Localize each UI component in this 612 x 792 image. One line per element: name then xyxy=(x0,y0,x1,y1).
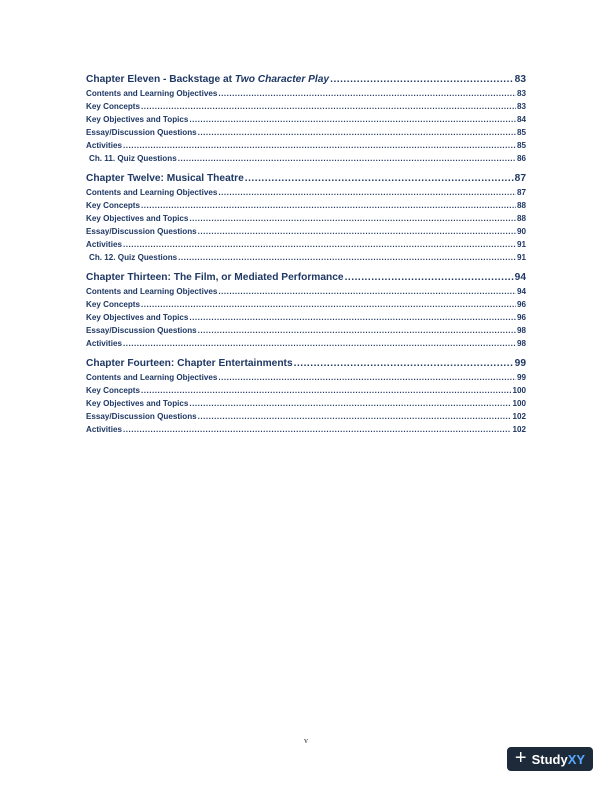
toc-entry-link[interactable] xyxy=(86,126,526,139)
dot-leader xyxy=(141,384,512,397)
toc-entry-page: 91 xyxy=(516,253,526,262)
dot-leader xyxy=(189,397,511,410)
toc-entry-label: Key Concepts xyxy=(86,201,140,210)
brand-name: StudyXY xyxy=(531,751,586,767)
dot-leader xyxy=(141,199,516,212)
toc-entry-page: 100 xyxy=(512,399,526,408)
toc-entry-label: Key Objectives and Topics xyxy=(86,313,189,322)
dot-leader xyxy=(189,311,516,324)
dot-leader xyxy=(141,100,516,113)
dot-leader xyxy=(218,371,516,384)
toc-entry-page: 83 xyxy=(516,89,526,98)
chapter-section xyxy=(86,171,526,264)
toc-entry-label: Ch. 11. Quiz Questions xyxy=(89,154,177,163)
toc-entry-label: Ch. 12. Quiz Questions xyxy=(89,253,178,262)
dot-leader xyxy=(141,298,516,311)
toc-entry-label: Essay/Discussion Questions xyxy=(86,227,197,236)
toc-entry-page: 98 xyxy=(516,339,526,348)
chapter-heading-link[interactable] xyxy=(86,356,526,371)
chapter-title: Chapter Eleven - Backstage at Two Character Play xyxy=(86,74,330,85)
dot-leader xyxy=(123,423,511,436)
chapter-title: Chapter Twelve: Musical Theatre xyxy=(86,173,244,184)
toc-entry-label: Key Concepts xyxy=(86,300,140,309)
toc-entry-label: Key Concepts xyxy=(86,102,140,111)
dot-leader xyxy=(189,113,516,126)
toc-entry-label: Essay/Discussion Questions xyxy=(86,326,197,335)
toc-entry-link[interactable] xyxy=(86,285,526,298)
toc-entry-link[interactable] xyxy=(86,186,526,199)
toc-entry-label: Contents and Learning Objectives xyxy=(86,287,218,296)
chapter-page-number: 83 xyxy=(514,74,526,85)
toc-entry-page: 85 xyxy=(516,128,526,137)
toc-entry-link[interactable] xyxy=(86,139,526,152)
toc-entry-label: Key Objectives and Topics xyxy=(86,399,189,408)
toc-entry-link[interactable] xyxy=(86,311,526,324)
toc-entry-link[interactable] xyxy=(86,113,526,126)
toc-entry-label: Activities xyxy=(86,240,122,249)
toc-entry-link[interactable] xyxy=(86,371,526,384)
toc-entry-link[interactable] xyxy=(86,298,526,311)
dot-leader xyxy=(198,410,512,423)
chapter-section xyxy=(86,72,526,165)
toc-entry-link[interactable] xyxy=(86,423,526,436)
toc-entry-page: 83 xyxy=(516,102,526,111)
chapter-heading-link[interactable] xyxy=(86,270,526,285)
toc-entry-page: 96 xyxy=(516,313,526,322)
toc-entry-label: Key Objectives and Topics xyxy=(86,214,189,223)
toc-entry-link[interactable] xyxy=(86,238,526,251)
toc-entry-label: Essay/Discussion Questions xyxy=(86,412,197,421)
plus-icon: + xyxy=(514,747,527,769)
toc-entry-page: 102 xyxy=(512,425,526,434)
toc-entry-page: 88 xyxy=(516,214,526,223)
toc-entry-link[interactable] xyxy=(86,152,526,165)
toc-entry-link[interactable] xyxy=(86,199,526,212)
toc-entry-link[interactable] xyxy=(86,384,526,397)
toc-entry-page: 85 xyxy=(516,141,526,150)
dot-leader xyxy=(218,285,516,298)
dot-leader xyxy=(123,337,516,350)
dot-leader xyxy=(123,139,516,152)
toc-entry-page: 94 xyxy=(516,287,526,296)
toc-entry-page: 96 xyxy=(516,300,526,309)
dot-leader xyxy=(198,324,516,337)
dot-leader xyxy=(294,356,514,371)
chapter-page-number: 99 xyxy=(514,358,526,369)
toc-entry-link[interactable] xyxy=(86,212,526,225)
toc-entry-link[interactable] xyxy=(86,324,526,337)
dot-leader xyxy=(218,186,516,199)
toc-entry-page: 102 xyxy=(512,412,526,421)
toc-entry-label: Activities xyxy=(86,141,122,150)
chapter-heading-link[interactable] xyxy=(86,72,526,87)
dot-leader xyxy=(245,171,514,186)
dot-leader xyxy=(123,238,516,251)
toc-entry-link[interactable] xyxy=(86,337,526,350)
toc-entry-link[interactable] xyxy=(86,410,526,423)
chapter-page-number: 87 xyxy=(514,173,526,184)
toc-entry-page: 86 xyxy=(516,154,526,163)
dot-leader xyxy=(198,126,516,139)
dot-leader xyxy=(218,87,516,100)
table-of-contents xyxy=(86,72,526,442)
toc-entry-label: Contents and Learning Objectives xyxy=(86,89,218,98)
chapter-page-number: 94 xyxy=(514,272,526,283)
chapter-section xyxy=(86,270,526,350)
dot-leader xyxy=(189,212,516,225)
toc-entry-page: 99 xyxy=(516,373,526,382)
dot-leader xyxy=(198,225,516,238)
studyxy-badge[interactable] xyxy=(507,747,593,771)
toc-entry-page: 84 xyxy=(516,115,526,124)
chapter-heading-link[interactable] xyxy=(86,171,526,186)
toc-entry-label: Contents and Learning Objectives xyxy=(86,188,218,197)
toc-entry-page: 98 xyxy=(516,326,526,335)
toc-entry-link[interactable] xyxy=(86,87,526,100)
toc-entry-page: 88 xyxy=(516,201,526,210)
chapter-section xyxy=(86,356,526,436)
toc-entry-link[interactable] xyxy=(86,397,526,410)
toc-entry-label: Activities xyxy=(86,339,122,348)
toc-entry-link[interactable] xyxy=(86,225,526,238)
chapter-title: Chapter Fourteen: Chapter Entertainments xyxy=(86,358,293,369)
page-number: v xyxy=(304,736,308,745)
dot-leader xyxy=(178,251,516,264)
toc-entry-link[interactable] xyxy=(86,100,526,113)
toc-entry-page: 87 xyxy=(516,188,526,197)
dot-leader xyxy=(178,152,516,165)
chapter-title: Chapter Thirteen: The Film, or Mediated Performance xyxy=(86,272,344,283)
dot-leader xyxy=(330,72,514,87)
toc-entry-label: Activities xyxy=(86,425,122,434)
toc-entry-label: Key Concepts xyxy=(86,386,140,395)
toc-entry-link[interactable] xyxy=(86,251,526,264)
toc-entry-page: 100 xyxy=(512,386,526,395)
toc-entry-page: 90 xyxy=(516,227,526,236)
toc-entry-label: Contents and Learning Objectives xyxy=(86,373,218,382)
toc-entry-label: Essay/Discussion Questions xyxy=(86,128,197,137)
dot-leader xyxy=(345,270,514,285)
toc-entry-label: Key Objectives and Topics xyxy=(86,115,189,124)
toc-entry-page: 91 xyxy=(516,240,526,249)
